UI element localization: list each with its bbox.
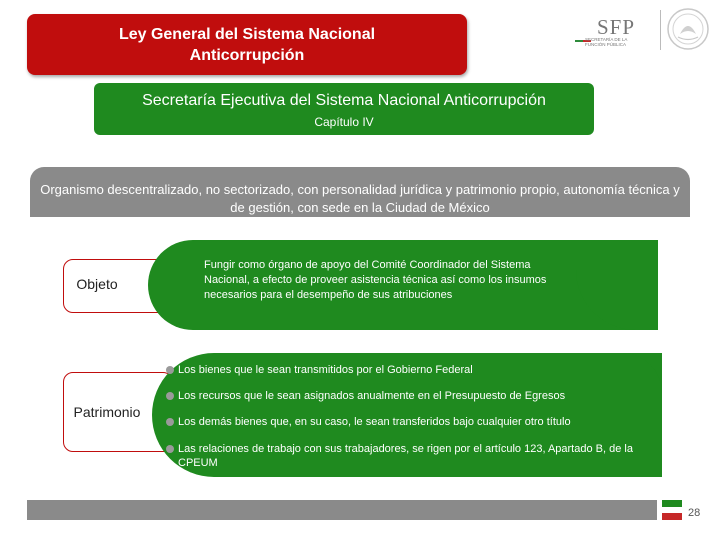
footer-bar <box>27 500 657 520</box>
patrimonio-item: Los bienes que le sean transmitidos por el Gobierno Federal <box>178 364 473 376</box>
bullet-icon <box>166 392 174 400</box>
bullet-icon <box>166 445 174 453</box>
description-text: Organismo descentralizado, no sectorizado, con personalidad jurídica y patrimonio propio, autonomía técnica y de gestión, con sede en la Ciudad de México <box>40 182 680 215</box>
patrimonio-item: Los recursos que le sean asignados anualmente en el Presupuesto de Egresos <box>178 390 566 402</box>
section-chapter: Capítulo IV <box>314 115 374 129</box>
objeto-label: Objeto <box>76 276 118 292</box>
footer-logo-icon <box>662 500 682 520</box>
patrimonio-item: Las relaciones de trabajo con sus trabajadores, se rigen por el artículo 123, Apartado B, de la CPEUM <box>178 443 633 469</box>
logo-divider <box>660 10 661 50</box>
objeto-text: Fungir como órgano de apoyo del Comité Coordinador del Sistema Nacional, a efecto de proveer asistencia técnica así como los insumos necesarios para el desempeño de sus atribuciones <box>204 259 547 301</box>
page-title: Ley General del Sistema Nacional Anticorrupción <box>118 25 376 64</box>
patrimonio-item: Los demás bienes que, en su caso, le sean transferidos bajo cualquier otro título <box>178 416 571 428</box>
bullet-icon <box>166 366 174 374</box>
logo-stripe-green <box>575 40 583 42</box>
section-title: Secretaría Ejecutiva del Sistema Nacional Anticorrupción <box>142 92 546 109</box>
page-number: 28 <box>688 507 701 519</box>
title-banner <box>27 14 467 75</box>
patrimonio-label: Patrimonio <box>73 404 141 420</box>
sfp-logo-text: SFP <box>597 15 636 39</box>
bullet-icon <box>166 418 174 426</box>
sfp-logo-subtitle: SECRETARÍA DE LA FUNCIÓN PÚBLICA <box>585 37 628 47</box>
mexico-seal-icon <box>666 6 710 52</box>
